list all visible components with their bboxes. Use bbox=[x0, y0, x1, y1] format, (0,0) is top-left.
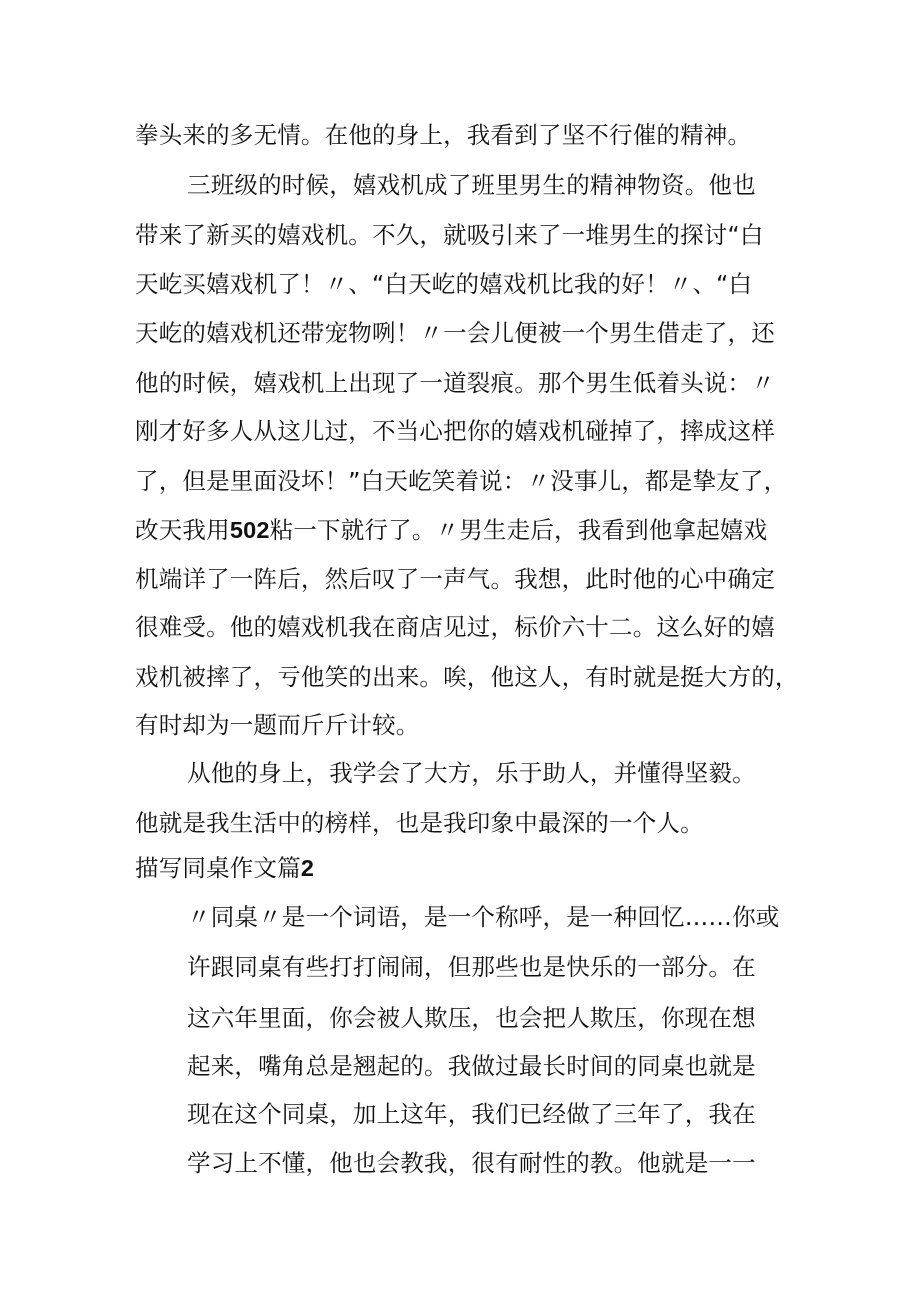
section-heading-text: 描写同桌作文篇 bbox=[135, 854, 301, 882]
section-heading bbox=[135, 851, 314, 885]
paragraph-2-line-12: 有时却为一题而斤斤计较。 bbox=[135, 711, 420, 739]
line-8-text-a: 改天我用 bbox=[135, 516, 230, 544]
paragraph-2-line-4: 天屹的嬉戏机还带宠物咧！〃一会儿便被一个男生借走了，还 bbox=[135, 319, 775, 347]
paragraph-2-line-1: 三班级的时候，嬉戏机成了班里男生的精神物资。他也 bbox=[187, 171, 756, 199]
paragraph-4-line-2: 许跟同桌有些打打闹闹，但那些也是快乐的一部分。在 bbox=[187, 953, 756, 981]
paragraph-2-line-6: 刚才好多人从这儿过，不当心把你的嬉戏机碰掉了，摔成这样 bbox=[135, 417, 775, 445]
section-heading-number: 2 bbox=[300, 855, 315, 881]
paragraph-4-line-1: 〃同桌〃是一个词语，是一个称呼，是一种回忆……你或 bbox=[187, 903, 780, 931]
line-8-text-b: 粘一下就行了。〃男生走后，我看到他拿起嬉戏 bbox=[269, 516, 768, 544]
paragraph-2-line-9: 机端详了一阵后，然后叹了一声气。我想，此时他的心中确定 bbox=[135, 565, 775, 593]
paragraph-2-line-10: 很难受。他的嬉戏机我在商店见过，标价六十二。这么好的嬉 bbox=[135, 613, 775, 641]
paragraph-2-line-2: 带来了新买的嬉戏机。不久，就吸引来了一堆男生的探讨“白 bbox=[135, 221, 764, 249]
paragraph-4-line-6: 学习上不懂，他也会教我，很有耐性的教。他就是一一 bbox=[187, 1149, 756, 1177]
paragraph-3-line-2: 他就是我生活中的榜样，也是我印象中最深的一个人。 bbox=[135, 809, 704, 837]
paragraph-2-line-11: 戏机被摔了，亏他笑的出来。唉，他这人，有时就是挺大方的， bbox=[135, 663, 799, 691]
paragraph-4-line-4: 起来，嘴角总是翘起的。我做过最长时间的同桌也就是 bbox=[187, 1052, 756, 1080]
paragraph-2-line-8 bbox=[135, 513, 767, 547]
paragraph-2-line-5: 他的时候，嬉戏机上出现了一道裂痕。那个男生低着头说：〃 bbox=[135, 369, 775, 397]
paragraph-4-line-5: 现在这个同桌，加上这年，我们已经做了三年了，我在 bbox=[187, 1100, 756, 1128]
line-8-number: 502 bbox=[229, 517, 270, 543]
paragraph-2-line-7: 了，但是里面没坏！”白天屹笑着说：〃没事儿，都是挚友了， bbox=[135, 467, 788, 495]
paragraph-2-line-3: 天屹买嬉戏机了！〃、“白天屹的嬉戏机比我的好！〃、“白 bbox=[135, 270, 753, 298]
paragraph-1-line-1: 拳头来的多无情。在他的身上，我看到了坚不行催的精神。 bbox=[135, 121, 752, 149]
paragraph-4-line-3: 这六年里面，你会被人欺压，也会把人欺压，你现在想 bbox=[187, 1004, 756, 1032]
paragraph-3-line-1: 从他的身上，我学会了大方，乐于助人，并懂得坚毅。 bbox=[187, 759, 756, 787]
